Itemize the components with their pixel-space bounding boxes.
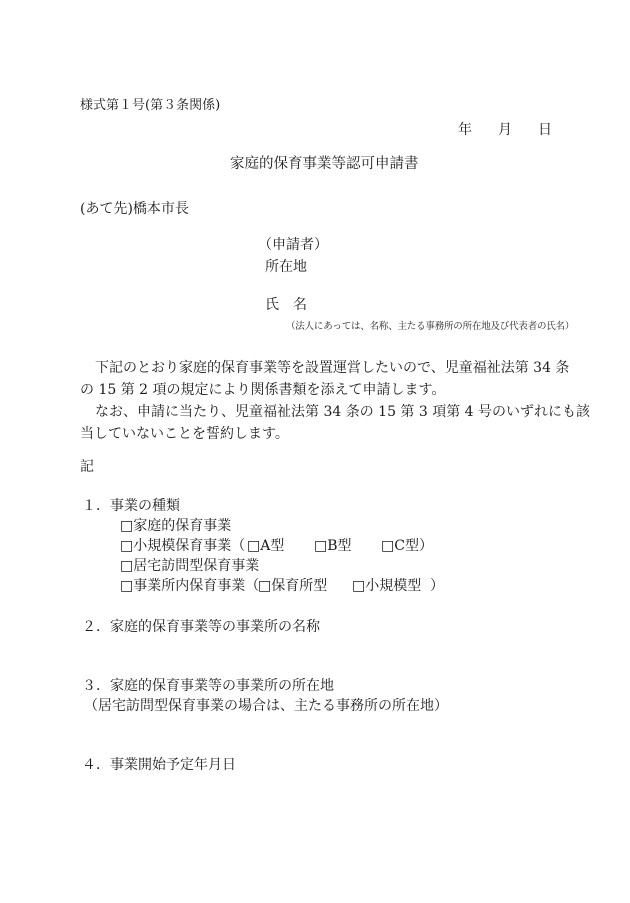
option-hoikusho-type[interactable]: □保育所型 [258, 578, 328, 594]
name-note: （法人にあっては、名称、主たる事務所の所在地及び代表者の氏名） [286, 321, 575, 332]
form-number: 様式第１号(第３条関係) [80, 98, 221, 113]
date-day-label: 日 [538, 122, 552, 138]
option-kyotaku-houmon[interactable]: □居宅訪問型保育事業 [120, 558, 260, 574]
option-type-a[interactable]: □A型 [247, 538, 285, 554]
section-2-heading: ２．家庭的保育事業等の事業所の名称 [82, 619, 320, 635]
section-3-note: （居宅訪問型保育事業の場合は、主たる事務所の所在地） [84, 698, 448, 714]
body-line-1: 下記のとおり家庭的保育事業等を設置運営したいので、児童福祉法第 34 条 [95, 360, 570, 376]
date-month-label: 月 [498, 122, 512, 138]
ki-marker: 記 [80, 459, 94, 475]
option-type-c[interactable]: □C型） [381, 538, 433, 554]
option-shokibo-type[interactable]: □小規模型 [352, 578, 422, 594]
section-4-heading: ４．事業開始予定年月日 [82, 757, 236, 773]
address-label: 所在地 [265, 259, 307, 275]
addressee: (あて先)橋本市長 [80, 201, 189, 217]
option-shokibo-hoiku[interactable]: □小規模保育事業（ [120, 538, 246, 554]
option-katei-hoiku[interactable]: □家庭的保育事業 [120, 518, 232, 534]
body-line-2: の 15 第 2 項の規定により関係書類を添えて申請します。 [80, 382, 446, 398]
name-label: 氏 名 [265, 297, 307, 313]
applicant-header: （申請者） [258, 237, 328, 253]
body-line-4: 当していないことを誓約します。 [80, 426, 289, 442]
body-line-3: なお、申請に当たり、児童福祉法第 34 条の 15 第 3 項第 4 号のいずれにも該 [95, 404, 591, 420]
section-1-heading: １．事業の種類 [82, 498, 180, 514]
option-type-b[interactable]: □B型 [314, 538, 352, 554]
option-jigyoshonai-hoiku[interactable]: □事業所内保育事業（ [120, 578, 260, 594]
section-3-heading: ３．家庭的保育事業等の事業所の所在地 [82, 678, 334, 694]
close-paren: ） [430, 578, 444, 594]
date-year-label: 年 [458, 122, 472, 138]
document-title: 家庭的保育事業等認可申請書 [230, 156, 419, 172]
